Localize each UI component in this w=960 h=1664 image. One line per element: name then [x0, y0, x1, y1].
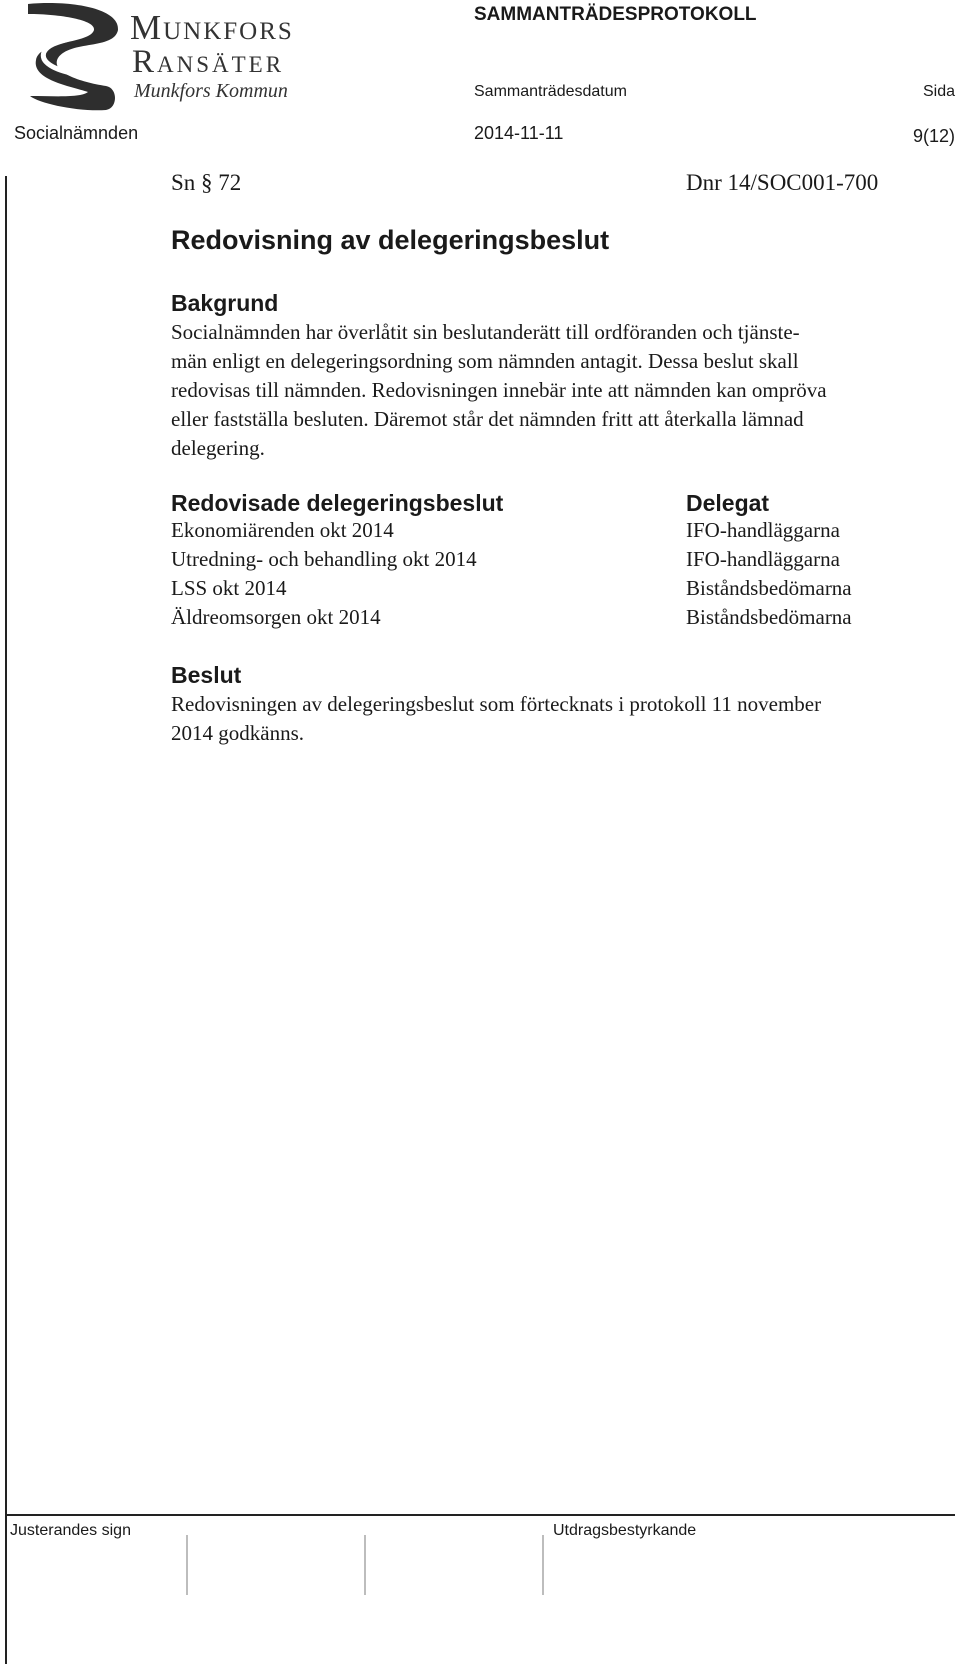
decision-delegate: IFO-handläggarna	[686, 547, 840, 571]
case-reference-number: Dnr 14/SOC001-700	[686, 170, 879, 195]
logo-wordmark-line1: Munkfors	[130, 8, 294, 47]
section-number: Sn § 72	[171, 170, 242, 195]
paragraph-line: eller fastställa besluten. Däremot står det nämnden fritt att återkalla lämnad	[171, 407, 804, 431]
background-paragraph	[171, 318, 956, 463]
paragraph-line: Socialnämnden har överlåtit sin beslutanderätt till ordföranden och tjänste-	[171, 320, 800, 344]
decision-paragraph	[171, 690, 956, 748]
decision-heading: Beslut	[171, 662, 242, 688]
list-item	[171, 547, 951, 576]
page-label: Sida	[922, 83, 955, 100]
paragraph-line: Redovisningen av delegeringsbeslut som förtecknats i protokoll 11 november	[171, 692, 822, 716]
reported-decisions-list	[171, 518, 951, 634]
footer-left-rule	[5, 1514, 7, 1664]
municipality-logo-icon	[10, 0, 122, 112]
meeting-date: 2014-11-11	[474, 123, 564, 143]
paragraph-line: 2014 godkänns.	[171, 721, 304, 745]
decision-delegate: Biståndsbedömarna	[686, 605, 852, 629]
decision-item: Äldreomsorgen okt 2014	[171, 605, 381, 629]
background-heading: Bakgrund	[171, 290, 279, 316]
committee-name: Socialnämnden	[14, 123, 139, 143]
list-item	[171, 605, 951, 634]
logo-wordmark-line2: Ransäter	[132, 44, 285, 80]
document-type: SAMMANTRÄDESPROTOKOLL	[474, 4, 757, 25]
paragraph-line: redovisas till nämnden. Redovisningen innebär inte att nämnden kan ompröva	[171, 378, 827, 402]
decision-item: Ekonomiärenden okt 2014	[171, 518, 394, 542]
page-title: Redovisning av delegeringsbeslut	[171, 225, 610, 255]
signature-box-divider	[186, 1535, 188, 1595]
reported-decisions-heading: Redovisade delegeringsbeslut	[171, 490, 504, 516]
signature-box-divider	[542, 1535, 544, 1595]
list-item	[171, 576, 951, 605]
list-item	[171, 518, 951, 547]
footer-rule	[5, 1514, 955, 1516]
adjuster-signature-label: Justerandes sign	[10, 1522, 131, 1539]
decision-delegate: IFO-handläggarna	[686, 518, 840, 542]
logo-wordmark-line3: Munkfors Kommun	[134, 80, 288, 102]
decision-item: LSS okt 2014	[171, 576, 287, 600]
meeting-date-label: Sammanträdesdatum	[474, 83, 627, 100]
decision-delegate: Biståndsbedömarna	[686, 576, 852, 600]
decision-item: Utredning- och behandling okt 2014	[171, 547, 477, 571]
delegate-heading: Delegat	[686, 490, 770, 516]
paragraph-line: män enligt en delegeringsordning som nämnden antagit. Dessa beslut skall	[171, 349, 799, 373]
page-number: 9(12)	[912, 126, 955, 146]
left-margin-rule	[5, 176, 7, 1516]
signature-box-divider	[364, 1535, 366, 1595]
extract-certification-label: Utdragsbestyrkande	[553, 1522, 697, 1539]
paragraph-line: delegering.	[171, 436, 265, 460]
